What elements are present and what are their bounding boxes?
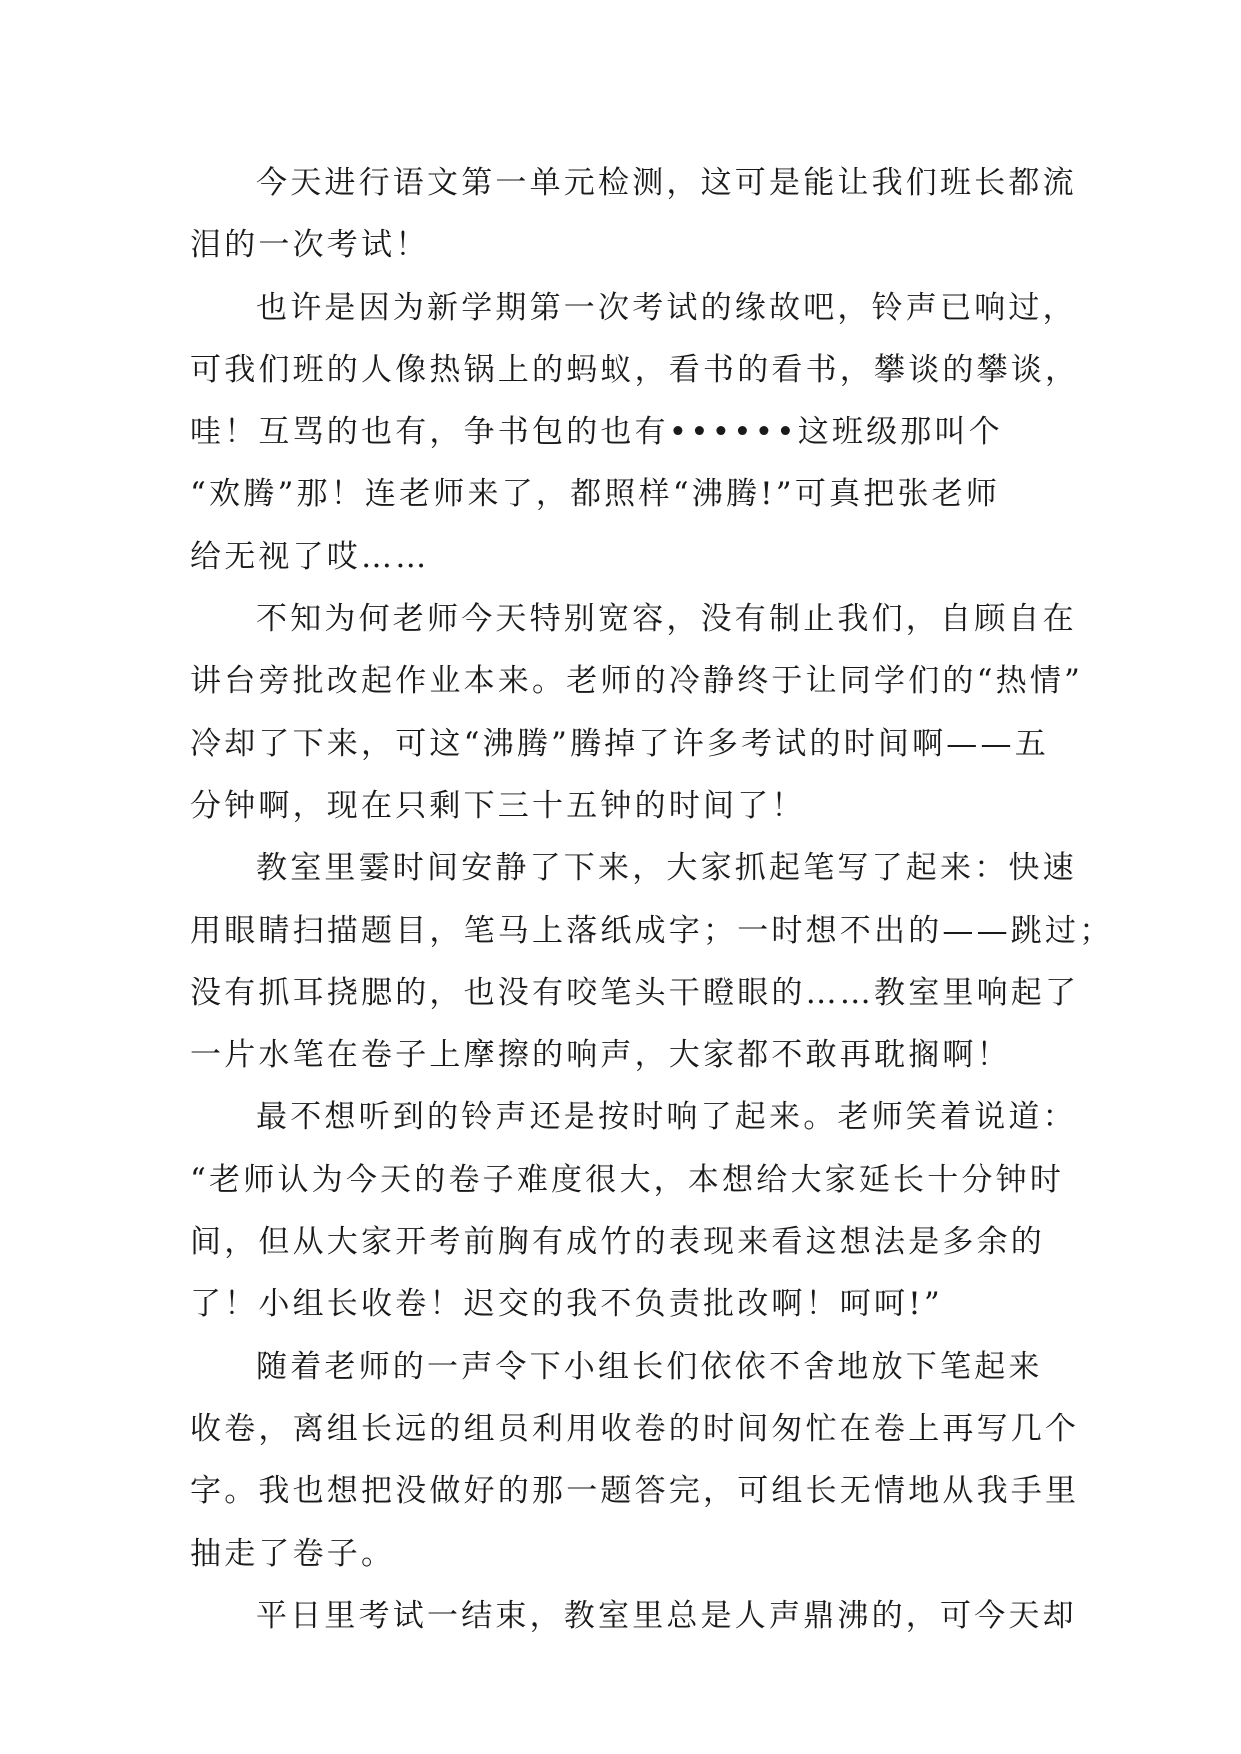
paragraph-2-line-1: 也许是因为新学期第一次考试的缘故吧，铃声已响过，	[256, 289, 1077, 326]
paragraph-6-line-4: 抽走了卷子。	[190, 1535, 396, 1572]
paragraph-6-line-2: 收卷，离组长远的组员利用收卷的时间匆忙在卷上再写几个	[190, 1410, 1080, 1447]
paragraph-6-line-1: 随着老师的一声令下小组长们依依不舍地放下笔起来	[256, 1348, 1043, 1385]
paragraph-7-line-1: 平日里考试一结束，教室里总是人声鼎沸的，可今天却	[256, 1597, 1077, 1634]
paragraph-5-line-2: “老师认为今天的卷子难度很大，本想给大家延长十分钟时	[190, 1161, 1065, 1198]
paragraph-3-line-2: 讲台旁批改起作业本来。老师的冷静终于让同学们的“热情”	[190, 663, 1084, 700]
paragraph-2-line-5: 给无视了哎……	[190, 538, 430, 575]
article-body	[190, 152, 1114, 1647]
paragraph-4-line-1: 教室里霎时间安静了下来，大家抓起笔写了起来：快速	[256, 850, 1077, 887]
paragraph-3-line-4: 分钟啊，现在只剩下三十五钟的时间了！	[190, 787, 806, 824]
paragraph-4-line-2: 用眼睛扫描题目，笔马上落纸成字；一时想不出的——跳过；	[190, 912, 1114, 949]
paragraph-1-line-1: 今天进行语文第一单元检测，这可是能让我们班长都流	[256, 165, 1077, 201]
paragraph-5-line-4: 了！小组长收卷！迟交的我不负责批改啊！呵呵!”	[190, 1286, 943, 1323]
paragraph-3-line-3: 冷却了下来，可这“沸腾”腾掉了许多考试的时间啊——五	[190, 725, 1049, 762]
paragraph-5-line-3: 间，但从大家开考前胸有成竹的表现来看这想法是多余的	[190, 1224, 1045, 1261]
paragraph-6-line-3: 字。我也想把没做好的那一题答完，可组长无情地从我手里	[190, 1473, 1080, 1510]
paragraph-5-line-1: 最不想听到的铃声还是按时响了起来。老师笑着说道：	[256, 1099, 1077, 1136]
paragraph-1-line-2: 泪的一次考试！	[190, 227, 430, 264]
paragraph-2-line-2: 可我们班的人像热锅上的蚂蚁，看书的看书，攀谈的攀谈，	[190, 351, 1080, 388]
paragraph-2-line-3: 哇！互骂的也有，争书包的也有••••••这班级那叫个	[190, 414, 1003, 451]
paragraph-4-line-3: 没有抓耳挠腮的，也没有咬笔头干瞪眼的……教室里响起了	[190, 974, 1080, 1011]
paragraph-2-line-4: “欢腾”那！连老师来了，都照样“沸腾!”可真把张老师	[190, 476, 1001, 513]
paragraph-4-line-4: 一片水笔在卷子上摩擦的响声，大家都不敢再耽搁啊！	[190, 1037, 1011, 1074]
paragraph-3-line-1: 不知为何老师今天特别宽容，没有制止我们，自顾自在	[256, 601, 1077, 638]
